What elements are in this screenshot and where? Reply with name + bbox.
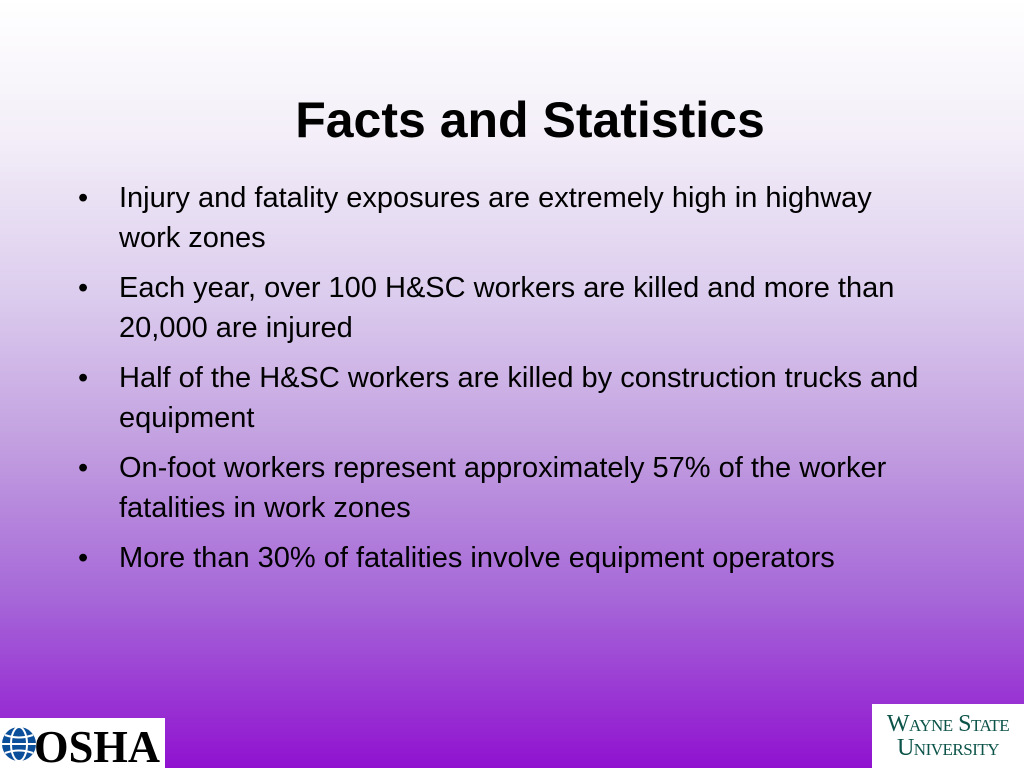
bullet-icon: • bbox=[78, 362, 89, 394]
bullet-text: More than 30% of fatalities involve equipment operators bbox=[119, 542, 835, 574]
wayne-state-line2: University bbox=[896, 735, 1000, 761]
bullet-item bbox=[78, 358, 928, 438]
osha-logo-text: OSHA bbox=[34, 721, 160, 768]
bullet-icon: • bbox=[78, 452, 89, 484]
wayne-state-logo bbox=[872, 704, 1024, 768]
bullet-text: Half of the H&SC workers are killed by construction trucks and equipment bbox=[119, 362, 919, 434]
slide-title: Facts and Statistics bbox=[295, 92, 765, 148]
bullet-item bbox=[78, 538, 928, 578]
bullet-item bbox=[78, 448, 928, 528]
wayne-state-line1: Wayne State bbox=[886, 711, 1010, 737]
bullet-item bbox=[78, 268, 928, 348]
bullet-text: On-foot workers represent approximately 57% of the worker fatalities in work zones bbox=[119, 452, 887, 524]
osha-globe-icon bbox=[0, 718, 165, 768]
bullet-text: Injury and fatality exposures are extremely high in highway work zones bbox=[119, 182, 872, 254]
bullet-text: Each year, over 100 H&SC workers are killed and more than 20,000 are injured bbox=[119, 272, 895, 344]
bullet-icon: • bbox=[78, 272, 89, 304]
bullet-icon: • bbox=[78, 182, 89, 214]
osha-logo bbox=[0, 718, 165, 768]
bullet-list bbox=[78, 178, 928, 588]
bullet-icon: • bbox=[78, 542, 89, 574]
bullet-item bbox=[78, 178, 928, 258]
